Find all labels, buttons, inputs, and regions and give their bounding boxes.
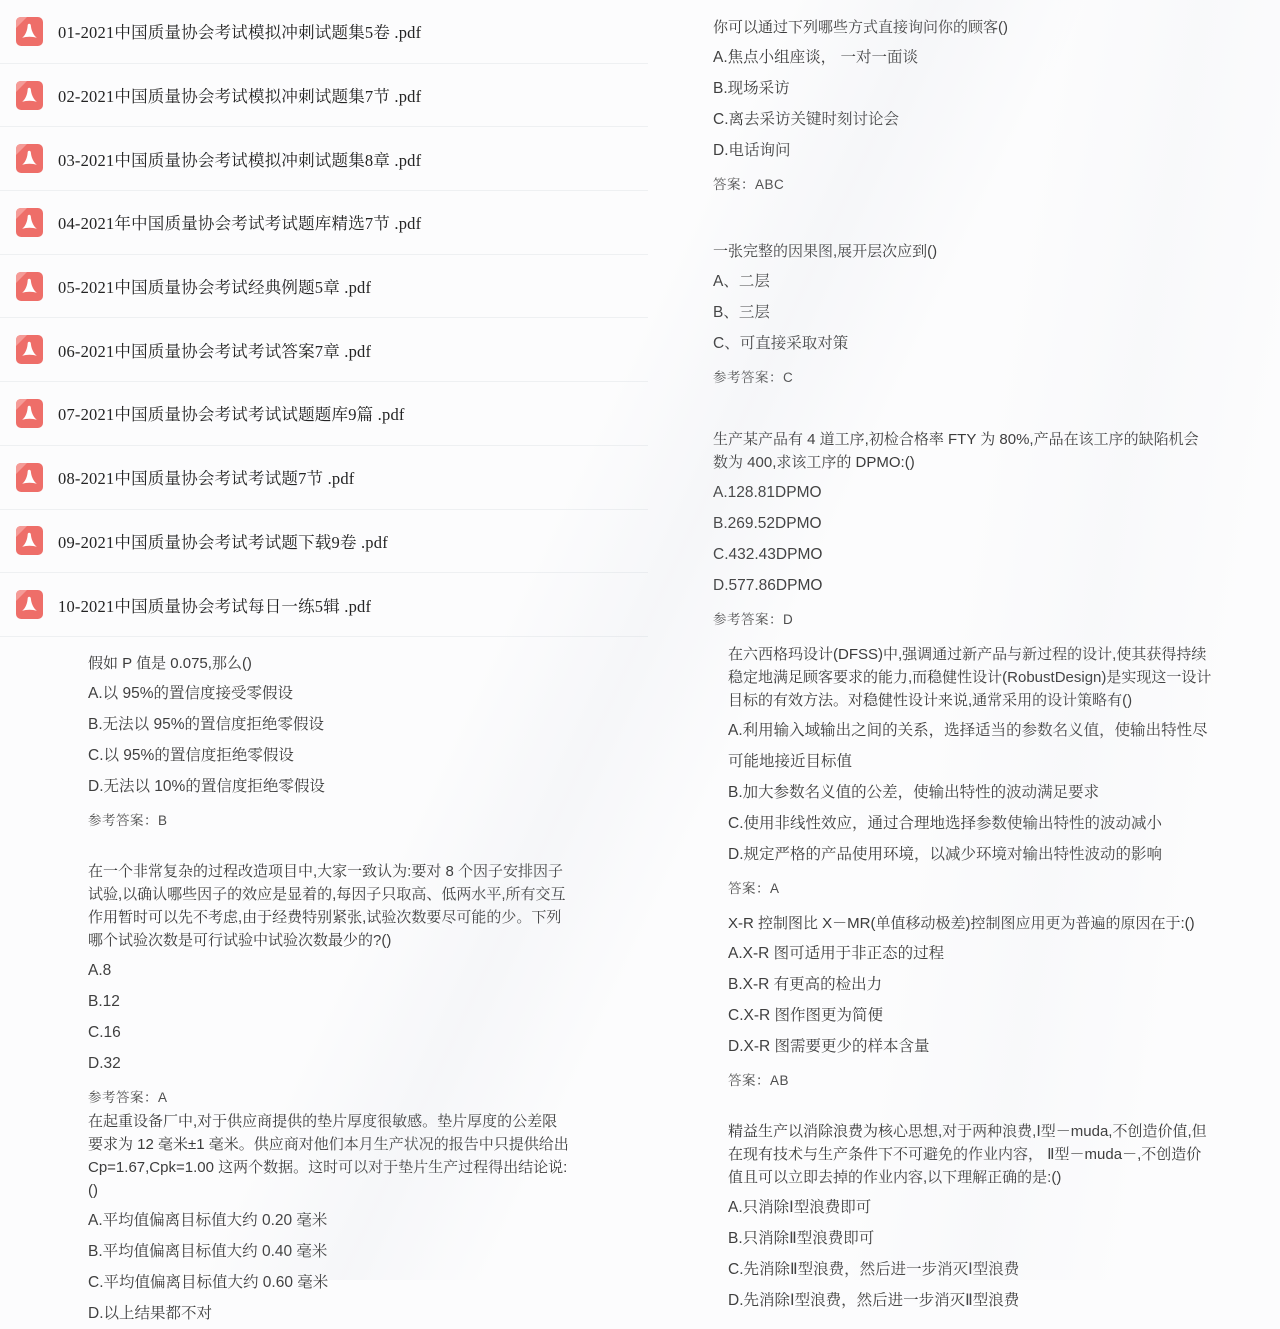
question-option: C.X-R 图作图更为简便 [728,1007,884,1024]
question-options [728,938,1213,1062]
question-option: A.X-R 图可适用于非正态的过程 [728,945,945,962]
question-option: B.无法以 95%的置信度拒绝零假设 [88,716,324,733]
question-options [88,678,570,802]
question-block [713,1120,1213,1316]
question-option: C.16 [88,1024,121,1041]
question-option: C、可直接采取对策 [713,335,849,352]
right-question-column [713,0,1213,1309]
file-name: 10-2021中国质量协会考试每日一练5辑 .pdf [58,596,372,616]
question-block [88,1110,570,1329]
answer-text: 参考答案：C [713,370,794,385]
question-options [713,42,1213,166]
question-option: B.平均值偏离目标值大约 0.40 毫米 [88,1243,328,1260]
question-option: A.只消除Ⅰ型浪费即可 [728,1199,872,1216]
question-option: A.128.81DPMO [713,484,822,501]
question-option: C.平均值偏离目标值大约 0.60 毫米 [88,1274,329,1291]
question-option: B.269.52DPMO [713,515,822,532]
pdf-icon [16,144,43,173]
answer-text: 答案：ABC [713,177,785,192]
pdf-icon [16,17,43,46]
question-option: C.使用非线性效应，通过合理地选择参数使输出特性的波动减小 [728,815,1163,832]
question-option: B、三层 [713,304,770,321]
answer-text: 答案：AB [728,1073,790,1088]
file-name: 06-2021中国质量协会考试考试答案7章 .pdf [58,341,372,361]
pdf-icon [16,208,43,237]
left-question-column [88,0,570,1322]
pdf-icon [16,272,43,301]
pdf-icon [16,526,43,555]
question-option: B.现场采访 [713,80,790,97]
question-option: B.加大参数名义值的公差，使输出特性的波动满足要求 [728,784,1100,801]
question-option: B.12 [88,993,120,1010]
pdf-icon [16,81,43,110]
question-text: 精益生产以消除浪费为核心思想,对于两种浪费,Ⅰ型－muda,不创造价值,但在现有技术与生产条件下不可避免的作业内容， Ⅱ型－muda－,不创造价值且可以立即去掉的作业内容,以下理解正确的是:() [728,1123,1207,1186]
question-block [713,912,1213,1089]
question-option: D.32 [88,1055,121,1072]
file-name: 07-2021中国质量协会考试考试试题题库9篇 .pdf [58,405,405,425]
question-option: D.X-R 图需要更少的样本含量 [728,1038,930,1055]
answer-text: 参考答案：D [713,612,794,627]
answer-text: 参考答案：B [88,813,168,828]
question-option: C.以 95%的置信度拒绝零假设 [88,747,294,764]
question-option: A.焦点小组座谈， 一对一面谈 [713,49,918,66]
pdf-icon [16,463,43,492]
question-option: D.以上结果都不对 [88,1305,213,1322]
file-name: 09-2021中国质量协会考试考试题下载9卷 .pdf [58,532,388,552]
question-option: C.432.43DPMO [713,546,823,563]
question-option: D.电话询问 [713,142,791,159]
file-name: 04-2021年中国质量协会考试考试题库精选7节 .pdf [58,214,422,234]
question-block [88,860,570,1106]
pdf-icon [16,590,43,619]
answer-text: 参考答案：A [88,1090,168,1105]
question-options [728,1192,1213,1316]
question-text: 在一个非常复杂的过程改造项目中,大家一致认为:要对 8 个因子安排因子试验,以确认哪些因子的效应是显着的,每因子只取高、低两水平,所有交互作用暂时可以先不考虑,由于经费特别紧张,试验次数要尽可能的少。下列哪个试验次数是可行试验中试验次数最少的?() [88,863,566,949]
question-option: A.以 95%的置信度接受零假设 [88,685,293,702]
question-option: A、二层 [713,273,770,290]
question-block [713,240,1213,386]
question-block [713,16,1213,193]
question-option: D.577.86DPMO [713,577,823,594]
pdf-icon [16,335,43,364]
question-option: D.规定严格的产品使用环境，以减少环境对输出特性波动的影响 [728,846,1163,863]
question-option: B.X-R 有更高的检出力 [728,976,883,993]
question-options [713,266,1213,359]
question-block [713,643,1213,897]
question-text: 在起重设备厂中,对于供应商提供的垫片厚度很敏感。垫片厚度的公差限要求为 12 毫米±1 毫米。供应商对他们本月生产状况的报告中只提供给出 Cp=1.67,Cpk=1.00 这两个数据。这时可以对于垫片生产过程得出结论说:() [88,1113,569,1199]
question-text: X-R 控制图比 X－MR(单值移动极差)控制图应用更为普遍的原因在于:() [728,915,1195,932]
question-option: C.先消除Ⅱ型浪费，然后进一步消灭Ⅰ型浪费 [728,1261,1020,1278]
question-options [88,955,570,1079]
question-text: 假如 P 值是 0.075,那么() [88,655,252,672]
question-option: D.无法以 10%的置信度拒绝零假设 [88,778,325,795]
question-option: A.平均值偏离目标值大约 0.20 毫米 [88,1212,328,1229]
question-option: A.利用输入域输出之间的关系，选择适当的参数名义值，使输出特性尽可能地接近目标值 [728,722,1208,770]
question-option: B.只消除Ⅱ型浪费即可 [728,1230,875,1247]
question-option: D.先消除Ⅰ型浪费，然后进一步消灭Ⅱ型浪费 [728,1292,1020,1309]
question-block [713,428,1213,628]
question-text: 生产某产品有 4 道工序,初检合格率 FTY 为 80%,产品在该工序的缺陷机会数为 400,求该工序的 DPMO:() [713,431,1199,471]
question-block [88,652,570,829]
answer-text: 答案：A [728,881,780,896]
question-option: C.离去采访关键时刻讨论会 [713,111,900,128]
file-name: 05-2021中国质量协会考试经典例题5章 .pdf [58,278,372,298]
question-options [713,477,1213,601]
pdf-icon [16,399,43,428]
file-name: 02-2021中国质量协会考试模拟冲刺试题集7节 .pdf [58,87,422,107]
file-name: 03-2021中国质量协会考试模拟冲刺试题集8章 .pdf [58,150,422,170]
question-text: 一张完整的因果图,展开层次应到() [713,243,938,260]
question-options [728,715,1213,870]
question-text: 你可以通过下列哪些方式直接询问你的顾客() [713,19,1008,36]
question-option: A.8 [88,962,112,979]
file-name: 08-2021中国质量协会考试考试题7节 .pdf [58,469,355,489]
question-text: 在六西格玛设计(DFSS)中,强调通过新产品与新过程的设计,使其获得持续稳定地满足顾客要求的能力,而稳健性设计(RobustDesign)是实现这一设计目标的有效方法。对稳健性设计来说,通常采用的设计策略有() [728,646,1212,709]
question-options [88,1205,570,1329]
file-name: 01-2021中国质量协会考试模拟冲刺试题集5卷 .pdf [58,23,422,43]
